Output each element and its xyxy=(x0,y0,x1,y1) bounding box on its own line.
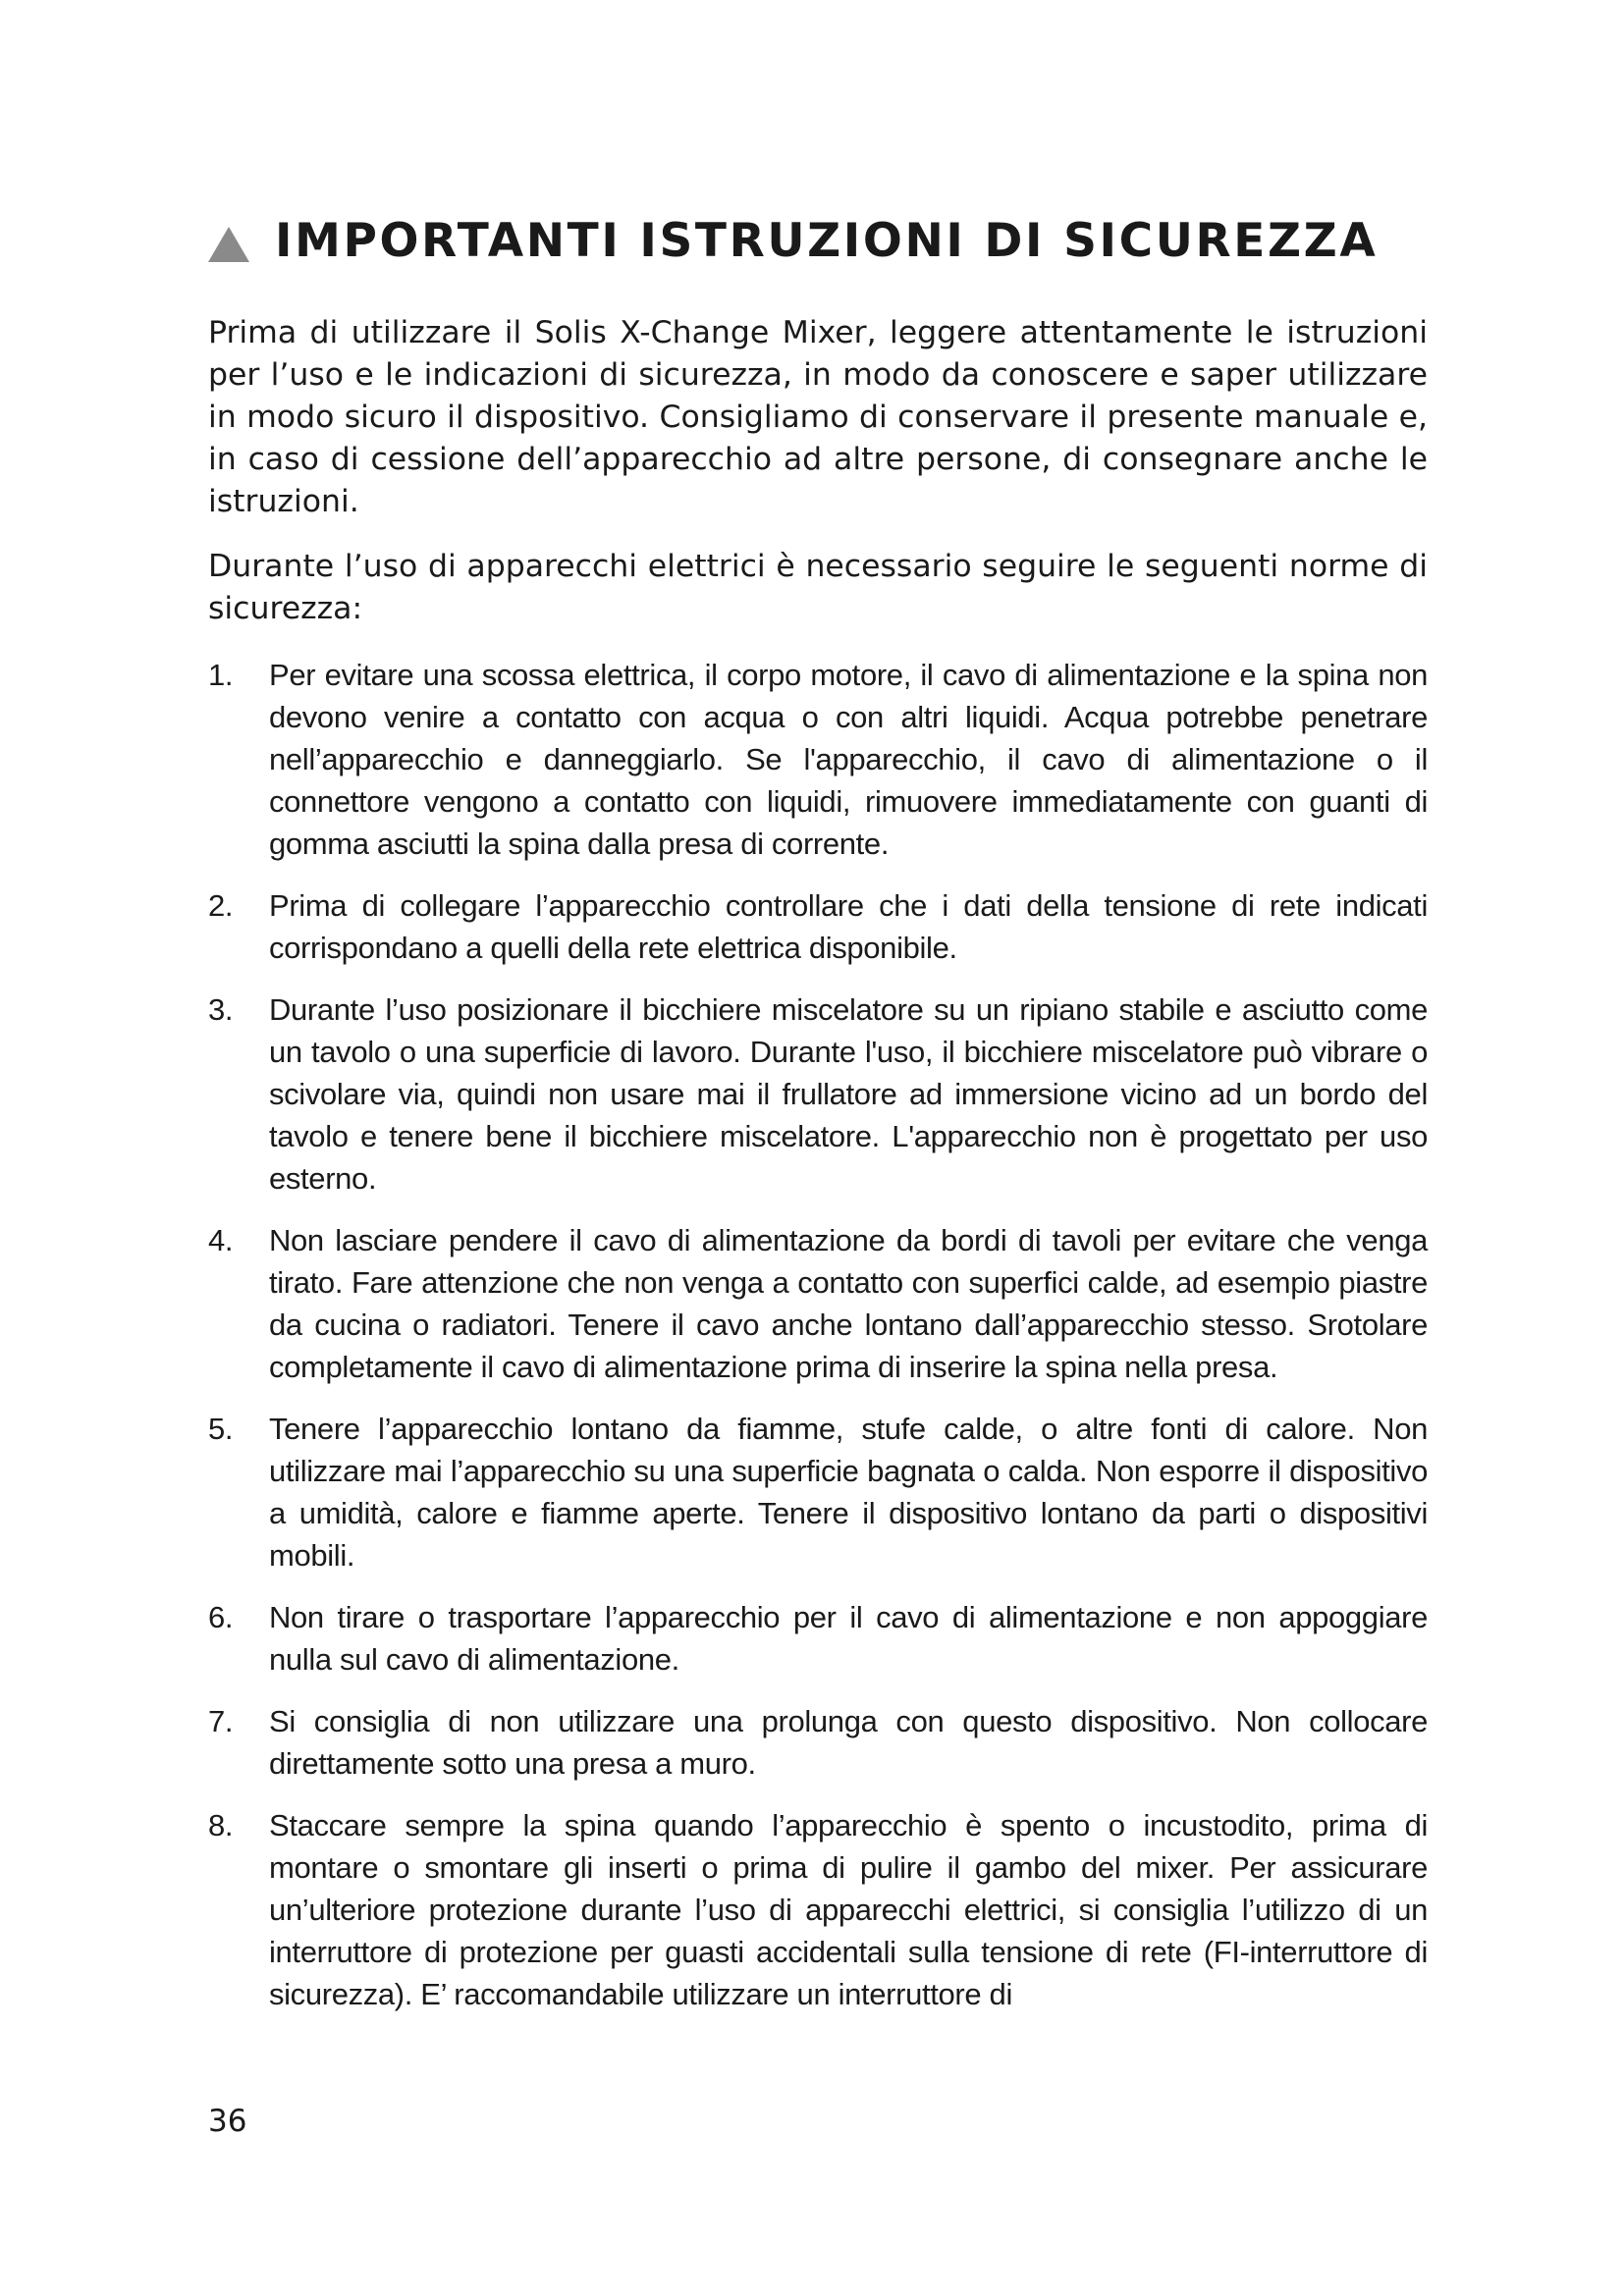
list-item xyxy=(208,1596,1428,1681)
intro-paragraph-norms: Durante l’uso di apparecchi elettrici è necessario seguire le seguenti norme di sicurezza: xyxy=(208,549,1428,626)
section-header xyxy=(208,214,1378,268)
list-item xyxy=(208,1219,1428,1388)
list-item xyxy=(208,1408,1428,1576)
list-item xyxy=(208,1700,1428,1785)
list-item-text: Per evitare una scossa elettrica, il corpo motore, il cavo di alimentazione e la spina non devono venire a contatto con acqua o con altri liquidi. Acqua potrebbe penetrare nell’apparecchio e danneggiarlo. Se l'apparecchio, il cavo di alimentazione o il connettore vengono a contatto con liquidi, rimuovere immediatamente con guanti di gomma asciutti la spina dalla presa di corrente. xyxy=(269,658,1428,861)
manual-page xyxy=(208,0,1428,2296)
list-item xyxy=(208,1804,1428,2015)
list-item-number: 8. xyxy=(208,1808,234,1842)
list-item-text: Si consiglia di non utilizzare una prolunga con questo dispositivo. Non collocare direttamente sotto una presa a muro. xyxy=(269,1704,1428,1781)
list-item-text: Non tirare o trasportare l’apparecchio per il cavo di alimentazione e non appoggiare nulla sul cavo di alimentazione. xyxy=(269,1600,1428,1677)
list-item-text: Non lasciare pendere il cavo di alimentazione da bordi di tavoli per evitare che venga tirato. Fare attenzione che non venga a contatto con superfici calde, ad esempio piastre da cucina o radiatori. Tenere il cavo anche lontano dall’apparecchio stesso. Srotolare completamente il cavo di alimentazione prima di inserire la spina nella presa. xyxy=(269,1223,1428,1384)
list-item-text: Staccare sempre la spina quando l’apparecchio è spento o incustodito, prima di montare o smontare gli inserti o prima di pulire il gambo del mixer. Per assicurare un’ulteriore protezione durante l’uso di apparecchi elettrici, si consiglia l’utilizzo di un interruttore di protezione per guasti accidentali sulla tensione di rete (FI-interruttore di sicurezza). E’ raccomandabile utilizzare un interruttore di xyxy=(269,1808,1428,2011)
list-item-text: Tenere l’apparecchio lontano da fiamme, stufe calde, o altre fonti di calore. Non utilizzare mai l’apparecchio su una superficie bagnata o calda. Non esporre il dispositivo a umidità, calore e fiamme aperte. Tenere il dispositivo lontano da parti o dispositivi mobili. xyxy=(269,1412,1428,1573)
list-item-number: 1. xyxy=(208,658,234,692)
safety-instructions-list xyxy=(208,654,1428,2035)
list-item-text: Prima di collegare l’apparecchio controllare che i dati della tensione di rete indicati corrispondano a quelli della rete elettrica disponibile. xyxy=(269,888,1428,965)
page-number: 36 xyxy=(208,2104,247,2139)
list-item-number: 6. xyxy=(208,1600,234,1634)
list-item-number: 5. xyxy=(208,1412,234,1446)
list-item-number: 2. xyxy=(208,888,234,923)
list-item xyxy=(208,654,1428,865)
section-title: IMPORTANTI ISTRUZIONI DI SICUREZZA xyxy=(275,214,1379,268)
list-item-number: 7. xyxy=(208,1704,234,1738)
warning-triangle-icon xyxy=(208,227,249,262)
list-item-number: 4. xyxy=(208,1223,234,1257)
list-item-text: Durante l’uso posizionare il bicchiere miscelatore su un ripiano stabile e asciutto come un tavolo o una superficie di lavoro. Durante l'uso, il bicchiere miscelatore può vibrare o scivolare via, quindi non usare mai il frullatore ad immersione vicino ad un bordo del tavolo e tenere bene il bicchiere miscelatore. L'apparecchio non è progettato per uso esterno. xyxy=(269,992,1428,1196)
list-item xyxy=(208,988,1428,1200)
intro-paragraph: Prima di utilizzare il Solis X-Change Mixer, leggere attentamente le istruzioni per l’uso e le indicazioni di sicurezza, in modo da conoscere e saper utilizzare in modo sicuro il dispositivo. Consigliamo di conservare il presente manuale e, in caso di cessione dell’apparecchio ad altre persone, di consegnare anche le istruzioni. xyxy=(208,315,1428,519)
list-item xyxy=(208,884,1428,969)
list-item-number: 3. xyxy=(208,992,234,1027)
